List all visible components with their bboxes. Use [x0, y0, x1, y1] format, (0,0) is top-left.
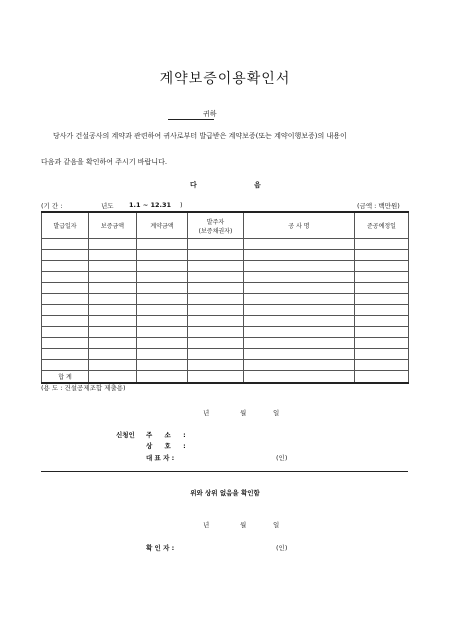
table-cell [355, 316, 409, 327]
table-cell [137, 316, 188, 327]
table-cell [89, 316, 137, 327]
recipient-label: 귀하 [203, 110, 217, 118]
table-cell [355, 250, 409, 261]
table-cell [42, 327, 89, 338]
representative-label: 대 표 자 : [146, 454, 175, 462]
table-cell [244, 316, 355, 327]
table-header-row [42, 212, 409, 239]
purpose-note: (용 도 : 건설공제조합 제출용) [41, 384, 126, 392]
table-cell [89, 305, 137, 316]
body-line-1: 당사가 건설공사의 계약과 관련하여 귀사로부터 발급받은 계약보증(또는 계약이행보증)의 내용이 [53, 132, 347, 140]
table-cell [188, 272, 244, 283]
period-year-suffix: 년도 [101, 202, 114, 210]
table-cell [137, 294, 188, 305]
col-contract-amount: 계약금액 [137, 212, 188, 239]
table-cell [137, 371, 188, 384]
col-issue-date: 발급일자 [42, 212, 89, 239]
company-label: 상 호 : [146, 442, 186, 450]
table-cell [137, 349, 188, 360]
table-cell [355, 294, 409, 305]
table-cell [89, 283, 137, 294]
table-cell [42, 349, 89, 360]
applicant-seal: (인) [276, 454, 288, 462]
table-cell [137, 360, 188, 371]
date-year: 년 [203, 409, 210, 417]
date-month: 월 [240, 409, 247, 417]
table-cell [188, 294, 244, 305]
document-title: 계약보증이용확인서 [159, 71, 291, 87]
unit-note: (금액 : 백만원) [357, 202, 400, 210]
table-cell [188, 360, 244, 371]
table-cell [188, 239, 244, 250]
table-cell [137, 327, 188, 338]
table-cell [89, 250, 137, 261]
table-cell [89, 272, 137, 283]
heading-eum: 음 [254, 181, 261, 189]
col-guarantee-amount: 보증금액 [89, 212, 137, 239]
table-cell [89, 261, 137, 272]
period-label: (기 간 : [41, 202, 63, 210]
address-label: 주 소 : [146, 431, 186, 439]
table-cell [42, 360, 89, 371]
table-cell [355, 272, 409, 283]
table-cell [42, 283, 89, 294]
table-cell [89, 294, 137, 305]
period-range: 1.1 ~ 12.31 [129, 201, 172, 209]
table-row [42, 272, 409, 283]
table-cell [188, 250, 244, 261]
divider [41, 471, 408, 472]
col-project-name: 공 사 명 [244, 212, 355, 239]
col-client-sub: (보증채권자) [198, 227, 233, 235]
recipient-underline [168, 119, 214, 120]
table-cell [244, 371, 355, 384]
table-cell [188, 327, 244, 338]
table-cell [244, 250, 355, 261]
table-cell [244, 283, 355, 294]
table-cell [244, 349, 355, 360]
confirm-date-year: 년 [203, 521, 210, 529]
table-cell [188, 305, 244, 316]
guarantee-table [41, 211, 409, 384]
table-cell [355, 360, 409, 371]
table-cell [42, 239, 89, 250]
table-row [42, 239, 409, 250]
table-cell [89, 327, 137, 338]
table-cell [89, 338, 137, 349]
table-row [42, 360, 409, 371]
col-client [188, 212, 244, 239]
table-cell [42, 294, 89, 305]
table-total-row [42, 371, 409, 384]
confirm-heading: 위와 상위 없음을 확인함 [190, 489, 260, 497]
table-cell [188, 371, 244, 384]
table-cell [137, 338, 188, 349]
table-cell [244, 338, 355, 349]
table-cell [42, 272, 89, 283]
table-cell [355, 261, 409, 272]
col-completion-date: 준공예정일 [355, 212, 409, 239]
table-cell [355, 239, 409, 250]
table-cell [355, 371, 409, 384]
confirm-date-day: 일 [273, 521, 280, 529]
table-cell [188, 316, 244, 327]
heading-da: 다 [190, 181, 197, 189]
total-label: 합 계 [42, 371, 89, 384]
table-cell [188, 261, 244, 272]
table-row [42, 261, 409, 272]
table-cell [137, 250, 188, 261]
table-cell [89, 371, 137, 384]
period-close: ) [180, 201, 183, 209]
table-cell [188, 349, 244, 360]
table-cell [244, 239, 355, 250]
table-row [42, 283, 409, 294]
table-cell [42, 261, 89, 272]
table-cell [42, 338, 89, 349]
table-cell [244, 294, 355, 305]
table-cell [137, 239, 188, 250]
table-cell [42, 305, 89, 316]
table-row [42, 327, 409, 338]
table-cell [89, 360, 137, 371]
table-row [42, 294, 409, 305]
table-cell [355, 349, 409, 360]
date-day: 일 [273, 409, 280, 417]
table-cell [89, 349, 137, 360]
table-cell [355, 305, 409, 316]
table-cell [244, 327, 355, 338]
table-row [42, 338, 409, 349]
table-cell [188, 338, 244, 349]
table-cell [355, 283, 409, 294]
table-cell [355, 327, 409, 338]
table-cell [42, 316, 89, 327]
confirmer-seal: (인) [276, 544, 288, 552]
table-row [42, 349, 409, 360]
table-cell [137, 261, 188, 272]
col-client-label: 발주자 [206, 218, 225, 226]
table-cell [244, 305, 355, 316]
confirmer-label: 확 인 자 : [146, 544, 175, 552]
table-cell [137, 272, 188, 283]
table-row [42, 316, 409, 327]
table-cell [137, 283, 188, 294]
body-line-2: 다음과 같음을 확인하여 주시기 바랍니다. [41, 158, 168, 166]
table-cell [355, 338, 409, 349]
table-cell [244, 272, 355, 283]
table-cell [89, 239, 137, 250]
table-cell [244, 360, 355, 371]
confirm-date-month: 월 [240, 521, 247, 529]
table-cell [244, 261, 355, 272]
table-cell [42, 250, 89, 261]
table-cell [137, 305, 188, 316]
table-row [42, 250, 409, 261]
applicant-label: 신청인 [116, 431, 135, 439]
table-row [42, 305, 409, 316]
table-cell [188, 283, 244, 294]
